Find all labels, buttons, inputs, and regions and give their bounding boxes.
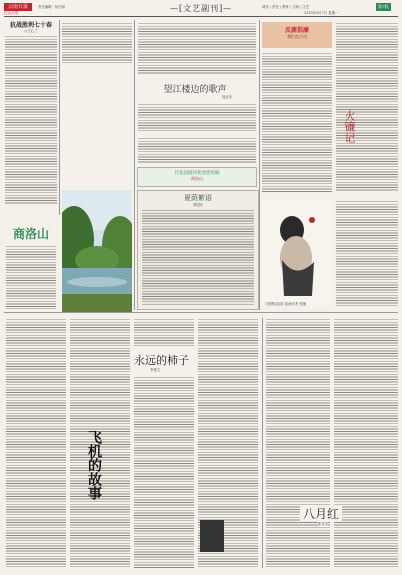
ad-line: 百花园副刊欢迎您投稿 — [174, 171, 220, 176]
article-body — [336, 200, 398, 306]
column-title: —[文艺副刊]— — [170, 4, 233, 13]
article-author: 李国安 — [192, 203, 204, 207]
painting-image — [262, 200, 332, 306]
article-body — [138, 103, 256, 133]
newspaper-logo: 云南日报 — [4, 3, 32, 11]
yongyuan-title: 永远的柿子 — [134, 354, 189, 367]
huoji-title: 火镰记 — [343, 110, 356, 143]
fanfu-ad — [262, 22, 332, 48]
article-body — [334, 318, 398, 568]
article-body — [134, 318, 194, 348]
baiyun-ad — [137, 167, 257, 187]
article-body — [262, 52, 332, 192]
ad-line: 我们在行动 — [287, 34, 307, 39]
article-body — [5, 35, 57, 205]
article-title: 抗战胜利七十春 — [9, 22, 52, 29]
article-body — [6, 245, 56, 309]
article-body — [134, 376, 194, 568]
article-author: 阎正东 — [222, 95, 233, 99]
painting-caption: 八骏图(局部) 绘画作者 张楠 — [264, 302, 307, 306]
xiari-box — [137, 190, 259, 310]
header-tags: 城市 / 责任 / 教育 / 文明 / 文艺 — [262, 5, 310, 9]
landscape-photo — [62, 190, 132, 312]
article-author: 李建文 — [150, 368, 161, 372]
ad-line: 商洛山 — [191, 176, 203, 181]
page-tag: 第7版 — [378, 4, 389, 9]
newspaper-sublogo: 红山日报 — [4, 11, 19, 15]
article-body — [138, 22, 256, 74]
article-body — [62, 22, 132, 64]
editor-meta: 责任编辑：杨杰萍 — [38, 5, 66, 9]
article-author: ◎王心兰 — [24, 29, 38, 33]
masthead — [4, 3, 398, 15]
article-body — [6, 318, 66, 568]
article-body — [266, 318, 330, 568]
article-author: 张雪芳 — [318, 522, 329, 526]
article-body — [138, 137, 256, 163]
wangjiang-title: 望江楼边的歌声 — [163, 85, 227, 95]
article-body — [142, 209, 254, 305]
article-body — [336, 22, 398, 192]
date-meta: 2015年9月7日 星期一 — [304, 11, 339, 15]
ad-line: 反腐倡廉 — [284, 27, 309, 34]
poem-box — [5, 20, 57, 215]
article-title: 夏荫絮语 — [184, 194, 212, 202]
bayuehong-title: 八月红 — [300, 505, 342, 522]
feiji-title: 飞机的故事 — [86, 430, 102, 500]
author-photo — [200, 520, 224, 552]
luoyang-title: 商洛山 — [12, 227, 49, 241]
